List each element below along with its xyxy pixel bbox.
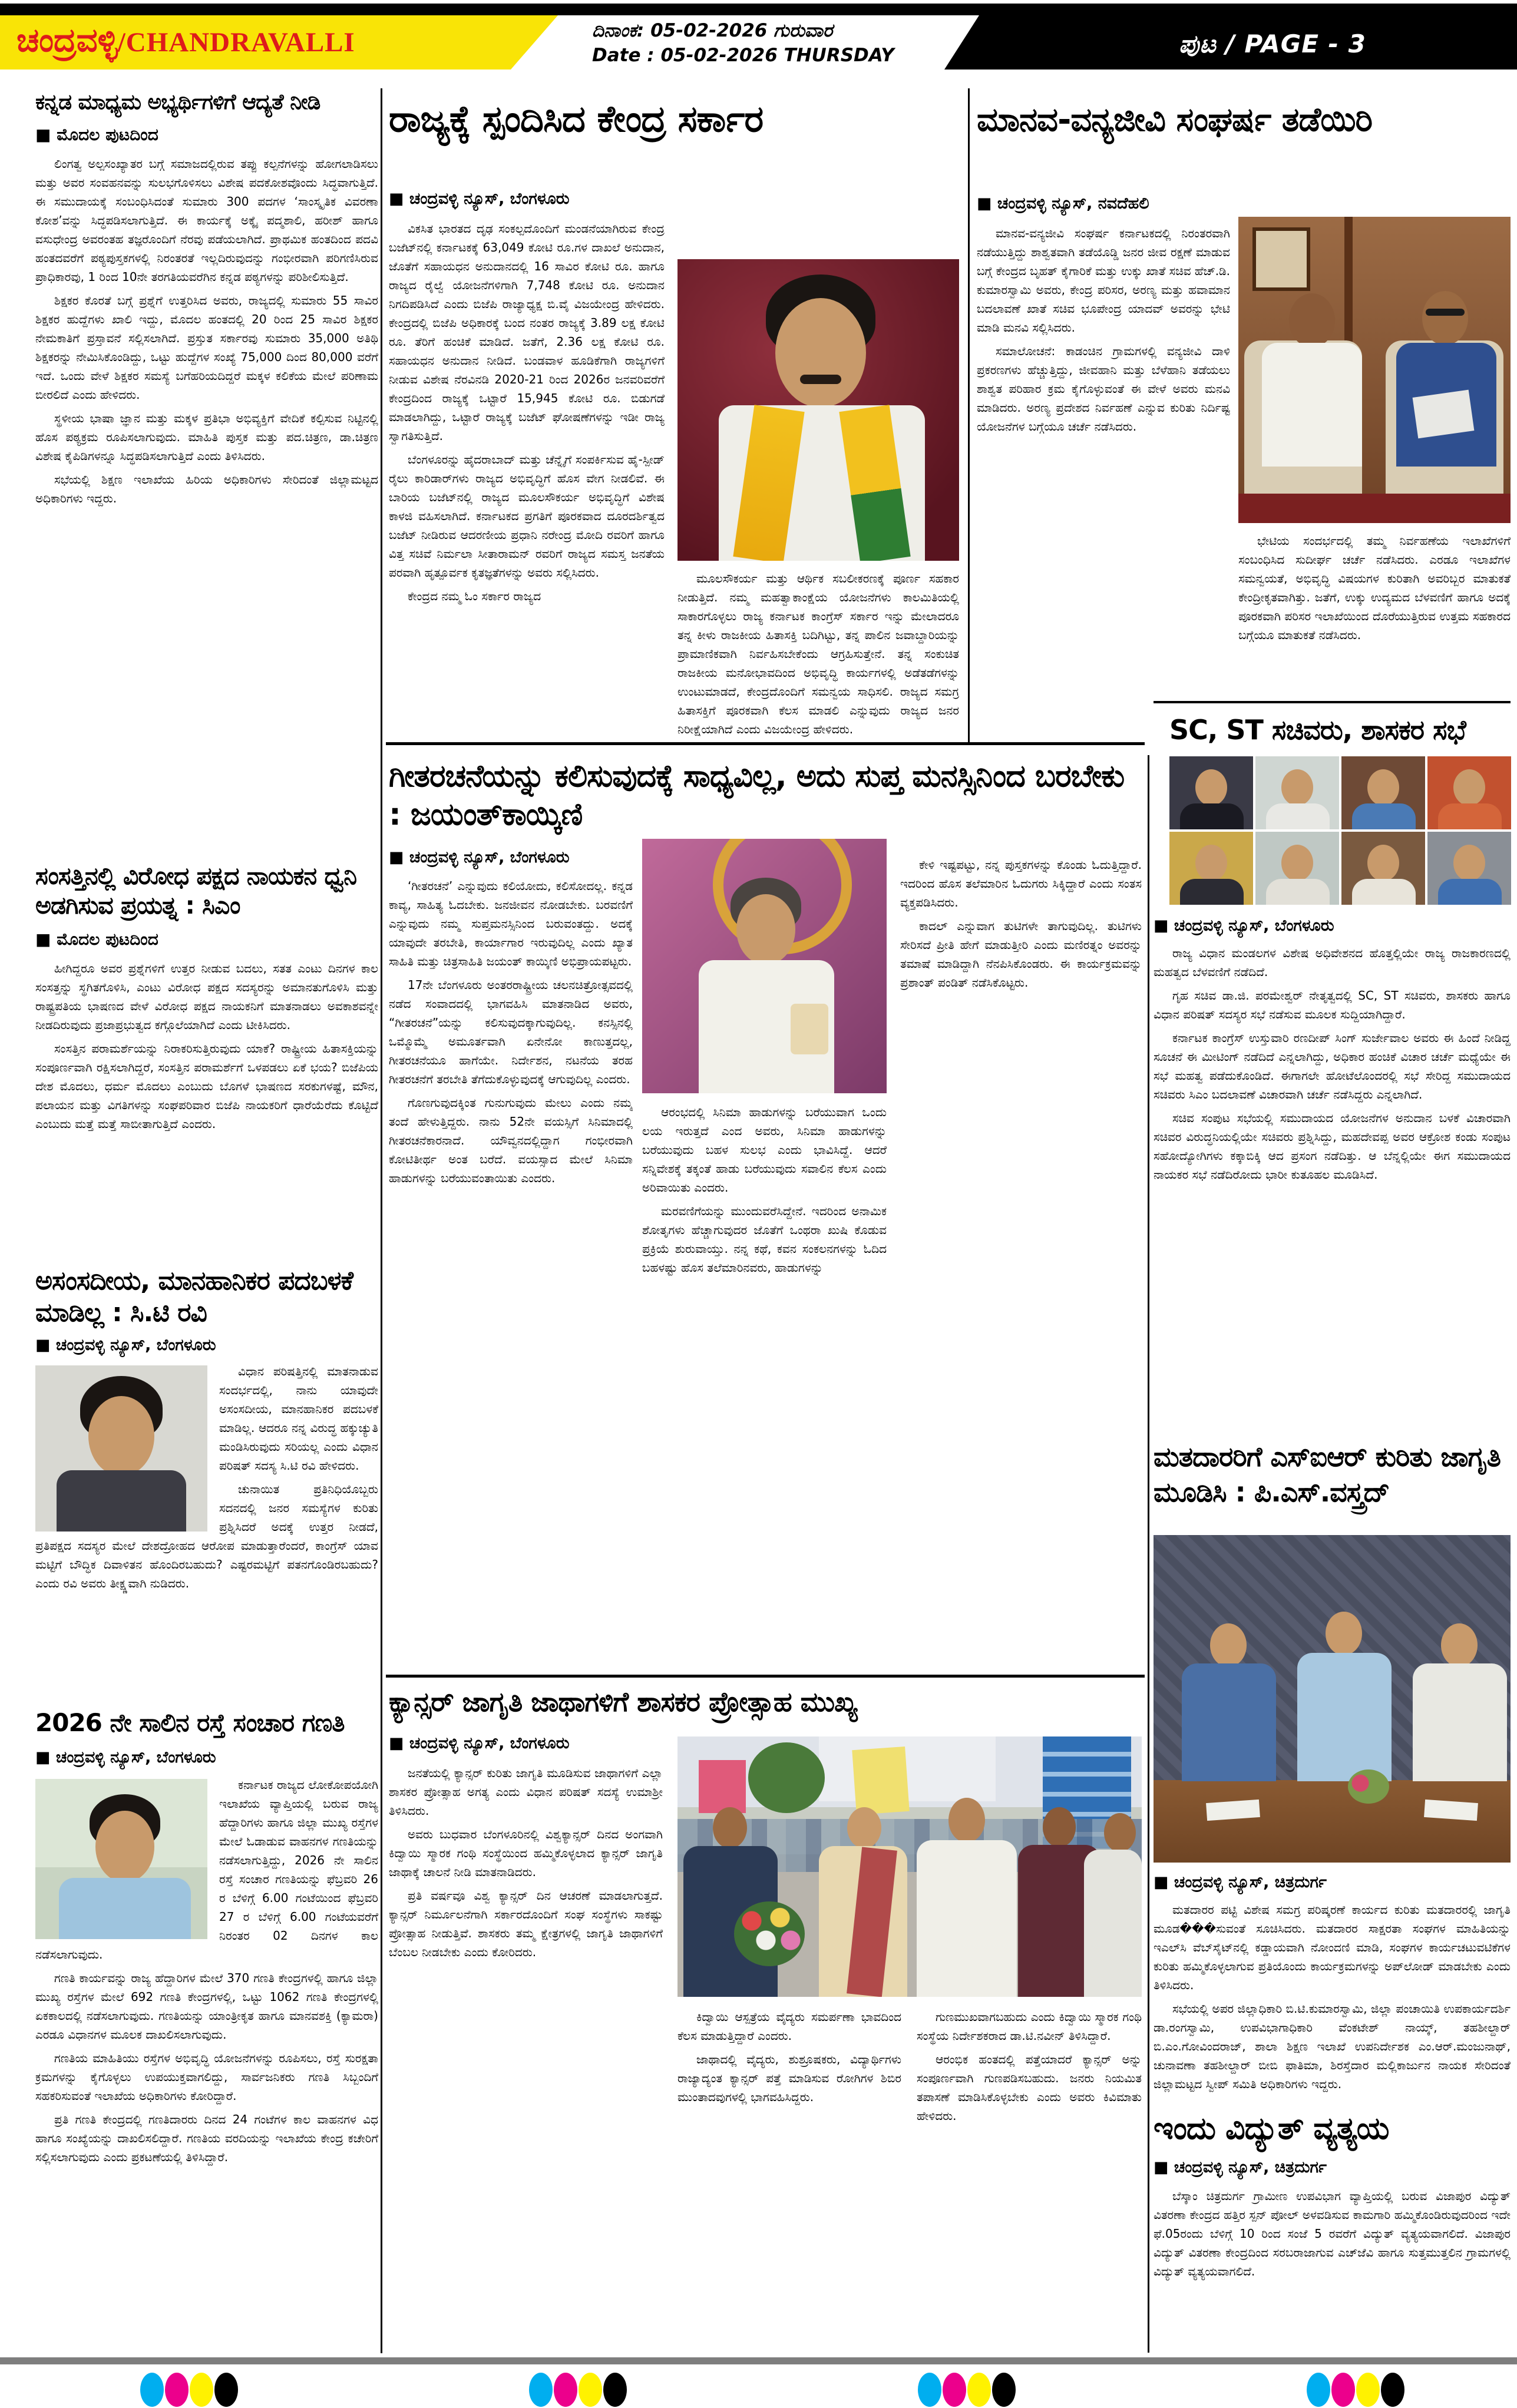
person-left-face — [1289, 293, 1335, 348]
section-rule-cancer — [386, 1675, 1145, 1678]
memento — [791, 1004, 828, 1054]
cyan-registration-dot — [1307, 2373, 1330, 2407]
paragraph: ಕೇಳಿ ಇಷ್ಟಪಟ್ಟು, ನನ್ನ ಪುಸ್ತಕಗಳನ್ನು ಕೊಂಡು ಓದುತ್ತಿದ್ದಾರೆ. ಇದರಿಂದ ಹೊಸ ತಲೆಮಾರಿನ ಓದುಗರು ಸಿಕ್ಕಿದ್ದಾರೆ ಎಂದು ಸಂತಸ ವ್ಯಕ್ತಪಡಿಸಿದರು. — [900, 858, 1142, 909]
photo-cancer-rally — [677, 1736, 1142, 1997]
body-cancer-col3 — [917, 2007, 1142, 2351]
meeting-table — [1154, 1780, 1511, 1863]
woman-saree-face — [847, 1807, 881, 1848]
body-central-col1 — [389, 219, 665, 741]
section-rule-jayanth — [386, 742, 1145, 745]
person-right-face — [1441, 1623, 1478, 1667]
column-divider-right-bottom — [1148, 755, 1149, 2353]
photo-sir-meeting — [1154, 1535, 1511, 1863]
body-sir — [1154, 1900, 1511, 2097]
woman-coat-face — [1104, 1813, 1136, 1852]
tree — [748, 1742, 825, 1813]
byline-sir: ■ ಚಂದ್ರವಳ್ಳಿ ನ್ಯೂಸ್, ಚಿತ್ರದುರ್ಗ — [1154, 1873, 1327, 1891]
byline-sc-st: ■ ಚಂದ್ರವಳ್ಳಿ ನ್ಯೂಸ್, ಬೆಂಗಳೂರು — [1154, 917, 1334, 935]
magenta-registration-dot — [1331, 2373, 1355, 2407]
paragraph: ರಾಜ್ಯ ವಿಧಾನ ಮಂಡಲಗಳ ವಿಶೇಷ ಅಧಿವೇಶನದ ಹೊತ್ತಲ್ಲಿಯೇ ರಾಜ್ಯ ರಾಜಕಾರಣದಲ್ಲಿ ಮಹತ್ವದ ಬೆಳವಣಿಗೆ ನಡೆದಿದೆ. — [1154, 946, 1511, 979]
headline-sc-st: SC, ST ಸಚಿವರು, ಶಾಸಕರ ಸಭೆ — [1169, 714, 1466, 746]
paragraph: ಲಿಂಗತ್ವ ಅಲ್ಪಸಂಖ್ಯಾತರ ಬಗ್ಗೆ ಸಮಾಜದಲ್ಲಿರುವ ತಪ್ಪು ಕಲ್ಪನೆಗಳನ್ನು ಹೋಗಲಾಡಿಸಲು ಮತ್ತು ಅವರ ಸಂವಹನವನ್ನು ಸುಲಭಗೊಳಿಸಲು ವಿಶೇಷ ಪದಕೋಶವೊಂದು ಸಿದ್ಧವಾಗುತ್ತಿದೆ. ಈ ಸಮುದಾಯಕ್ಕೆ ಸಂಬಂಧಿಸಿದಂತೆ ಸುಮಾರು 300 ಪದಗಳ ‘ಸಾಂಸ್ಕೃತಿಕ ವಿವರಣಾ ಕೋಶ’ವನ್ನು ಸಿದ್ಧಪಡಿಸಲಾಗುತ್ತಿದೆ. ಈ ಕಾರ್ಯಕ್ಕೆ ಅಕ್ಕೈ ಪದ್ಮಶಾಲಿ, ಹರೀಶ್ ಹಾಗೂ ವಸುಧೇಂದ್ರ ಅವರಂತಹ ತಜ್ಞರೊಂದಿಗೆ ನೆರವು ಪಡೆಯಲಾಗಿದೆ. ಪ್ರಾಥಮಿಕ ಹಂತದಿಂದ ಪದವಿ ಹಂತದವರೆಗೆ ಪಠ್ಯಪುಸ್ತಕಗಳಲ್ಲಿ ನಿರಂತರತೆ ಇಲ್ಲದಿರುವುದನ್ನು ಗಂಭೀರವಾಗಿ ಪರಿಗಣಿಸಿರುವ ಪ್ರಾಧಿಕಾರವು, 1 ರಿಂದ 10ನೇ ತರಗತಿಯವರೆಗಿನ ಕನ್ನಡ ಪಠ್ಯಗಳನ್ನು ಪರಿಶೀಲಿಸುತ್ತಿದೆ. — [35, 157, 378, 284]
body-jayanth-col2 — [642, 1103, 887, 1660]
portrait-photo — [1255, 832, 1339, 905]
footer-rule — [0, 2357, 1517, 2364]
byline-wildlife: ■ ಚಂದ್ರವಳ್ಳಿ ನ್ಯೂಸ್, ನವದೆಹಲಿ — [977, 194, 1149, 213]
portrait-photo — [1169, 832, 1253, 905]
body-road-census — [35, 1775, 378, 2353]
portrait-photo — [1341, 832, 1425, 905]
continuation-cm: ■ ಮೊದಲ ಪುಟದಿಂದ — [35, 930, 158, 949]
yellow-registration-dot — [967, 2373, 991, 2407]
paragraph: ಕರ್ನಾಟಕ ರಾಜ್ಯದ ಲೋಕೋಪಯೋಗಿ ಇಲಾಖೆಯ ವ್ಯಾಪ್ತಿಯಲ್ಲಿ ಬರುವ ರಾಜ್ಯ ಹೆದ್ದಾರಿಗಳು ಹಾಗೂ ಜಿಲ್ಲಾ ಮುಖ್ಯ ರಸ್ತೆಗಳ ಮೇಲೆ ಓಡಾಡುವ ವಾಹನಗಳ ಗಣತಿಯನ್ನು ನಡೆಸಲಾಗುತ್ತಿದ್ದು, 2026 ನೇ ಸಾಲಿನ ರಸ್ತೆ ಸಂಚಾರ ಗಣತಿಯನ್ನು ಫೆಬ್ರವರಿ 26 ರ ಬೆಳಿಗ್ಗೆ 6.00 ಗಂಟೆಯಿಂದ ಫೆಬ್ರವರಿ 27 ರ ಬೆಳಿಗ್ಗೆ 6.00 ಗಂಟೆಯವರೆಗೆ ನಿರಂತರ 02 ದಿನಗಳ ಕಾಲ ನಡೆಸಲಾಗುವುದು. — [35, 1778, 378, 1962]
paragraph: ಗೃಹ ಸಚಿವ ಡಾ.ಜಿ. ಪರಮೇಶ್ವರ್ ನೇತೃತ್ವದಲ್ಲಿ SC, ST ಸಚಿವರು, ಶಾಸಕರು ಹಾಗೂ ವಿಧಾನ ಪರಿಷತ್ ಸದಸ್ಯರ ಸಭೆ ನಡೆಸುವ ಮೂಲಕ ಸುದ್ದಿಯಾಗಿದ್ದಾರೆ. — [1154, 988, 1511, 1021]
flower-bouquet — [734, 1901, 805, 1966]
masthead-kannada: ಚಂದ್ರವಳ್ಳಿ — [16, 21, 118, 59]
cyan-registration-dot — [529, 2373, 553, 2407]
yellow-registration-dot — [1356, 2373, 1380, 2407]
person-right-face — [1422, 291, 1468, 345]
photo-ct-ravi — [35, 1365, 207, 1532]
paragraph: ಸಂಸತ್ತಿನ ಪರಾಮರ್ಶೆಯನ್ನು ನಿರಾಕರಿಸುತ್ತಿರುವುದು ಯಾಕೆ? ರಾಷ್ಟ್ರೀಯ ಹಿತಾಸಕ್ತಿಯನ್ನು ಸಂಪೂರ್ಣವಾಗಿ ರಕ್ಷಿಸಲಾಗಿದ್ದರೆ, ಸಂಸತ್ತಿನ ಪರಾಮರ್ಶೆಗೆ ಒಳಪಡಲು ಏಕೆ ಭಯ? ಬಿಜೆಪಿಯ ದೇಶ ಮೊದಲು, ಧರ್ಮ ಮೊದಲು ಎಂಬುದು ಬೊಗಳೆ ಭಾಷಣದ ಸರಕುಗಳಷ್ಟೆ, ಮೌನ, ಪಲಾಯನ ಮತ್ತು ವಿಗತಿಗಳನ್ನು ಸಂಘಪರಿವಾರ ಬಿಜೆಪಿ ನಾಯಕರಿಗೆ ಧಾರೆಯೆರೆದು ಕೊಟ್ಟಿದೆ ಎಂಬುದು ಮತ್ತೆ ಮತ್ತೆ ಸಾಬೀತಾಗುತ್ತಿದೆ ಎಂದರು. — [35, 1041, 378, 1131]
top-black-strip — [0, 4, 1517, 15]
date-english: Date : 05-02-2026 THURSDAY — [592, 44, 894, 66]
headline-kannada-medium: ಕನ್ನಡ ಮಾಧ್ಯಮ ಅಭ್ಯರ್ಥಿಗಳಿಗೆ ಆದ್ಯತೆ ನೀಡಿ — [35, 90, 320, 114]
paragraph: ಸಭೆಯಲ್ಲಿ ಅಪರ ಜಿಲ್ಲಾಧಿಕಾರಿ ಬಿ.ಟಿ.ಕುಮಾರಸ್ವಾಮಿ, ಜಿಲ್ಲಾ ಪಂಚಾಯಿತಿ ಉಪಕಾರ್ಯದರ್ಶಿ ಡಾ.ರಂಗಸ್ವಾಮಿ, ಉಪವಿಭಾಗಾಧಿಕಾರಿ ವೆಂಕಟೇಶ್ ನಾಯ್ಕ್, ತಹಶೀಲ್ದಾರ್ ಬಿ.ಎಂ.ಗೋವಿಂದರಾಜ್, ಶಾಲಾ ಶಿಕ್ಷಣ ಇಲಾಖೆ ಉಪನಿರ್ದೇಶಕ ಎಂ.ಆರ್.ಮಂಜುನಾಥ್, ಚುನಾವಣಾ ತಹಶೀಲ್ದಾರ್ ಬೀಬಿ ಫಾತಿಮಾ, ಶಿರಸ್ತೆದಾರ ಮಲ್ಲಿಕಾರ್ಜುನ ನಾಯಕ ಸೇರಿದಂತೆ ಜಿಲ್ಲಾಮಟ್ಟದ ಸ್ವೀಪ್ ಸಮಿತಿ ಅಧಿಕಾರಿಗಳು ಇದ್ದರು. — [1154, 2002, 1511, 2091]
paper-right — [1424, 1800, 1478, 1821]
body-central-col2 — [677, 569, 959, 741]
body-wildlife-col2 — [1238, 531, 1511, 695]
portrait-photo — [1169, 756, 1253, 829]
placard — [699, 1760, 746, 1813]
man-kurta-face — [948, 1798, 985, 1843]
headline-sir: ಮತದಾರರಿಗೆ ಎಸ್‌ಐಆರ್ ಕುರಿತು ಜಾಗೃತಿ ಮೂಡಿಸಿ : ಪಿ.ಎಸ್.ವಸ್ತ್ರದ್ — [1154, 1441, 1501, 1508]
man-suit-face — [713, 1807, 747, 1848]
person-left-face — [1210, 1623, 1247, 1667]
byline-central: ■ ಚಂದ್ರವಳ್ಳಿ ನ್ಯೂಸ್, ಬೆಂಗಳೂರು — [389, 190, 570, 208]
byline-ct-ravi: ■ ಚಂದ್ರವಳ್ಳಿ ನ್ಯೂಸ್, ಬೆಂಗಳೂರು — [35, 1336, 216, 1354]
magenta-registration-dot — [943, 2373, 966, 2407]
paragraph: ಮತದಾರರ ಪಟ್ಟಿ ವಿಶೇಷ ಸಮಗ್ರ ಪರಿಷ್ಕರಣೆ ಕಾರ್ಯದ ಕುರಿತು ಮತದಾರರಲ್ಲಿ ಜಾಗೃತಿ ಮೂಡ���ಸುವಂತೆ ಸೂಚಿಸಿದರು. ಮತದಾರರ ಸಾಕ್ಷರತಾ ಸಂಘಗಳ ಮಾಹಿತಿಯನ್ನು ಇಎಲ್‌ಸಿ ವೆಬ್‌ಸೈಟ್‌ನಲ್ಲಿ ಕಡ್ಡಾಯವಾಗಿ ನೋಂದಣಿ ಮಾಡಿ, ಸಂಘಗಳ ಕಾರ್ಯಚಟುವಟಿಕೆಗಳ ಕುರಿತು ಹಮ್ಮಿಕೊಳ್ಳಲಾಗುವ ಪ್ರತಿಯೊಂದು ಕಾರ್ಯಕ್ರಮಗಳನ್ನು ಅಪ್‌ಲೋಡ್ ಮಾಡಬೇಕು ಎಂದು ತಿಳಿಸಿದರು. — [1154, 1903, 1511, 1992]
headline-cancer: ಕ್ಯಾನ್ಸರ್ ಜಾಗೃತಿ ಜಾಥಾಗಳಿಗೆ ಶಾಸಕರ ಪ್ರೋತ್ಸಾಹ ಮುಖ್ಯ — [389, 1686, 857, 1718]
paragraph: ಗಣತಿ ಕಾರ್ಯವನ್ನು ರಾಜ್ಯ ಹೆದ್ದಾರಿಗಳ ಮೇಲೆ 370 ಗಣತಿ ಕೇಂದ್ರಗಳಲ್ಲಿ ಹಾಗೂ ಜಿಲ್ಲಾ ಮುಖ್ಯ ರಸ್ತೆಗಳ ಮೇಲೆ 692 ಗಣತಿ ಕೇಂದ್ರಗಳಲ್ಲಿ, ಒಟ್ಟು 1062 ಗಣತಿ ಕೇಂದ್ರಗಳಲ್ಲಿ ಏಕಕಾಲದಲ್ಲಿ ನಡೆಸಲಾಗುವುದು. ಗಣತಿಯನ್ನು ಯಾಂತ್ರೀಕೃತ ಹಾಗೂ ಮಾನವಶಕ್ತಿ (ಕ್ಯಾಮರಾ) ಎರಡೂ ವಿಧಾನಗಳ ಮೂಲಕ ದಾಖಲಿಸಲಾಗುವುದು. — [35, 1971, 378, 2042]
magenta-registration-dot — [554, 2373, 577, 2407]
date-kannada: ದಿನಾಂಕ: 05-02-2026 ಗುರುವಾರ — [592, 20, 833, 41]
paragraph: ಗಣತಿಯ ಮಾಹಿತಿಯು ರಸ್ತೆಗಳ ಅಭಿವೃದ್ಧಿ ಯೋಜನೆಗಳನ್ನು ರೂಪಿಸಲು, ರಸ್ತೆ ಸುರಕ್ಷತಾ ಕ್ರಮಗಳನ್ನು ಕೈಗೊಳ್ಳಲು ಉಪಯುಕ್ತವಾಗಲಿದ್ದು, ಸಾರ್ವಜನಿಕರು ಗಣತಿ ಸಿಬ್ಬಂದಿಗೆ ಸಹಕರಿಸುವಂತೆ ಇಲಾಖೆಯ ಅಧಿಕಾರಿಗಳು ಕೋರಿದ್ದಾರೆ. — [35, 2051, 378, 2103]
body-jayanth-col3 — [900, 855, 1142, 1660]
cyan-registration-dot — [918, 2373, 941, 2407]
body-cancer-col2 — [677, 2007, 901, 2351]
paragraph: ಸಭೆಯಲ್ಲಿ ಶಿಕ್ಷಣ ಇಲಾಖೆಯ ಹಿರಿಯ ಅಧಿಕಾರಿಗಳು ಸೇರಿದಂತೆ ಜಿಲ್ಲಾಮಟ್ಟದ ಅಧಿಕಾರಿಗಳು ಇದ್ದರು. — [35, 472, 378, 505]
photo-vijayendra — [677, 259, 959, 561]
portrait-photo — [1341, 756, 1425, 829]
black-registration-dot — [603, 2373, 627, 2407]
continuation-kannada-medium: ■ ಮೊದಲ ಪುಟದಿಂದ — [35, 125, 158, 144]
paragraph: ಸಮಾಲೋಚನೆ: ಕಾಡಂಚಿನ ಗ್ರಾಮಗಳಲ್ಲಿ ವನ್ಯಜೀವಿ ದಾಳಿ ಪ್ರಕರಣಗಳು ಹೆಚ್ಚುತ್ತಿದ್ದು, ಜೀವಹಾನಿ ಮತ್ತು ಬೆಳೆಹಾನಿ ತಡೆಯಲು ಶಾಶ್ವತ ಪರಿಹಾರ ಕ್ರಮ ಕೈಗೊಳ್ಳುವಂತೆ ಈ ವೇಳೆ ಅವರು ಮನವಿ ಮಾಡಿದರು. ಅರಣ್ಯ ಪ್ರದೇಶದ ನಿರ್ವಹಣೆ ಎನ್ನುವ ಕುರಿತು ನಿರ್ದಿಷ್ಟ ಯೋಜನೆಗಳ ಬಗ್ಗೆಯೂ ಚರ್ಚೆ ನಡೆಸಿದರು. — [977, 344, 1230, 434]
person-face — [775, 298, 866, 408]
person-center-face — [1326, 1612, 1362, 1655]
person-torso — [59, 1878, 191, 1939]
cyan-registration-dot — [140, 2373, 164, 2407]
man-kurta-torso — [917, 1840, 1017, 1997]
photo-ministers-meeting — [1238, 217, 1511, 523]
portrait-photo — [1427, 756, 1511, 829]
portrait-photo — [1427, 832, 1511, 905]
yellow-registration-dot — [579, 2373, 602, 2407]
byline-power: ■ ಚಂದ್ರವಳ್ಳಿ ನ್ಯೂಸ್, ಚಿತ್ರದುರ್ಗ — [1154, 2158, 1327, 2177]
paragraph: ಗುಣಮುಖವಾಗಬಹುದು ಎಂದು ಕಿದ್ವಾಯಿ ಸ್ಮಾರಕ ಗಂಥಿ ಸಂಸ್ಥೆಯ ನಿರ್ದೇಶಕರಾದ ಡಾ.ಟಿ.ನವೀನ್ ತಿಳಿಸಿದ್ದಾರೆ. — [917, 2010, 1142, 2043]
document-paper — [1413, 390, 1475, 439]
magenta-registration-dot — [165, 2373, 189, 2407]
carpet — [1238, 494, 1511, 523]
page-number-label: ಪುಟ / PAGE - 3 — [1179, 29, 1366, 58]
person-torso — [57, 1470, 186, 1532]
masthead — [16, 21, 547, 66]
person-face — [95, 1811, 154, 1883]
section-rule-scst — [1154, 701, 1511, 703]
byline-jayanth: ■ ಚಂದ್ರವಳ್ಳಿ ನ್ಯೂಸ್, ಬೆಂಗಳೂರು — [389, 848, 570, 866]
paragraph: ಚುನಾಯಿತ ಪ್ರತಿನಿಧಿಯೊಬ್ಬರು ಸದನದಲ್ಲಿ ಜನರ ಸಮಸ್ಯೆಗಳ ಕುರಿತು ಪ್ರಶ್ನಿಸಿದರೆ ಅದಕ್ಕೆ ಉತ್ತರ ನೀಡದೆ, ಪ್ರತಿಪಕ್ಷದ ಸದಸ್ಯರ ಮೇಲೆ ದೇಶದ್ರೋಹದ ಆರೋಪ ಮಾಡುತ್ತಾರೆಂದರೆ, ಕಾಂಗ್ರೆಸ್ ಯಾವ ಮಟ್ಟಿಗೆ ಬೌದ್ಧಿಕ ದಿವಾಳಿತನ ಹೊಂದಿರಬಹುದು? ಎಷ್ಟರಮಟ್ಟಿಗೆ ಪತನಗೊಂಡಿರಬಹುದು? ಎಂದು ರವಿ ಅವರು ತೀಕ್ಷ್ಣವಾಗಿ ನುಡಿದರು. — [35, 1482, 378, 1590]
body-sc-st — [1154, 944, 1511, 1430]
person-left-torso — [1262, 343, 1362, 467]
paragraph: ಸ್ಥಳೀಯ ಭಾಷಾ ಜ್ಞಾನ ಮತ್ತು ಮಕ್ಕಳ ಪ್ರತಿಭಾ ಅಭಿವ್ಯಕ್ತಿಗೆ ವೇದಿಕೆ ಕಲ್ಪಿಸುವ ನಿಟ್ಟಿನಲ್ಲಿ ಹೊಸ ಪಠ್ಯಕ್ರಮ ರೂಪಿಸಲಾಗುವುದು. ಮಾಹಿತಿ ಪುಸ್ತಕ ಮತ್ತು ಪದ.ಚಿತ್ರಣ, ಡಾ.ಚಿತ್ರಣ ವಿಶೇಷ ಕೈಪಿಡಿಗಳನ್ನೂ ಸಿದ್ಧಪಡಿಸಲಾಗುತ್ತಿದೆ ಎಂದು ತಿಳಿಸಿದರು. — [35, 411, 378, 463]
registration-marks — [140, 2373, 239, 2407]
body-cancer-col1 — [389, 1764, 663, 2353]
person-right-glasses — [1426, 309, 1465, 316]
paragraph: ಸಚಿವ ಸಂಪುಟ ಸಭೆಯಲ್ಲಿ ಸಮುದಾಯದ ಯೋಜನೆಗಳ ಅನುದಾನ ಬಳಕೆ ವಿಚಾರವಾಗಿ ಸಚಿವರ ವಿರುದ್ಧನಿಯಲ್ಲಿಯೇ ಸಚಿವರು ಪ್ರಶ್ನಿಸಿದ್ದು, ಮಹದೇವಪ್ಪ ಅವರ ಆಕ್ರೋಶ ಕಂಡು ಸಂಪುಟ ಸಹೋದ್ಯೋಗಿಗಳು ಕಕ್ಕಾಬಿಕ್ಕಿ ಆದ ಪ್ರಸಂಗ ನಡೆದಿತ್ತು. ಆ ಬೆನ್ನಲ್ಲಿಯೇ ಈಗ ಸಮುದಾಯದ ನಾಯಕರ ಸಭೆ ನಡೆದಿರೋದು ಭಾರೀ ಕುತೂಹಲ ಮೂಡಿಸಿದೆ. — [1154, 1111, 1511, 1182]
paragraph: ಮರವಣಿಗೆಯನ್ನು ಮುಂದುವರೆಸಿದ್ದೇನೆ. ಇದರಿಂದ ಅನಾಮಿಕ ಶೋತೃಗಳು ಹೆಚ್ಚಾಗುವುದರ ಜೊತೆಗೆ ಒಂಥರಾ ಖುಷಿ ಕೊಡುವ ಪ್ರಕ್ರಿಯೆ ಶುರುವಾಯ್ತು. ನನ್ನ ಕಥೆ, ಕವನ ಸಂಕಲನಗಳನ್ನು ಓದಿದ ಬಹಳಷ್ಟು ಹೊಸ ತಲೆಮಾರಿನವರು, ಹಾಡುಗಳನ್ನು — [642, 1204, 887, 1275]
person-face — [88, 1396, 154, 1476]
paragraph: ಆರಂಭದಲ್ಲಿ ಸಿನಿಮಾ ಹಾಡುಗಳನ್ನು ಬರೆಯುವಾಗ ಒಂದು ಲಯ ಇರುತ್ತದೆ ಎಂದ ಅವರು, ಸಿನಿಮಾ ಹಾಡುಗಳನ್ನು ಬರೆಯುವುದು ಬಹಳ ಸುಲಭ ಎಂದು ಭಾವಿಸಿದ್ದೆ. ಆದರೆ ಸನ್ನಿವೇಶಕ್ಕೆ ತಕ್ಕಂತೆ ಹಾಡು ಬರೆಯುವುದು ಸವಾಲಿನ ಕೆಲಸ ಎಂದು ಅರಿವಾಯಿತು ಎಂದರು. — [642, 1105, 887, 1195]
photo-road-official — [35, 1779, 207, 1939]
body-ct-ravi — [35, 1362, 378, 1672]
yellow-registration-dot — [190, 2373, 213, 2407]
paragraph: ಹೀಗಿದ್ದರೂ ಅವರ ಪ್ರಶ್ನೆಗಳಿಗೆ ಉತ್ತರ ನೀಡುವ ಬದಲು, ಸತತ ಎಂಟು ದಿನಗಳ ಕಾಲ ಸಂಸತ್ತನ್ನು ಸ್ಥಗಿತಗೊಳಿಸಿ, ಎಂಟು ವಿರೋಧ ಪಕ್ಷದ ಸದಸ್ಯರನ್ನು ಅಮಾನತುಗೊಳಿಸಿ ಮತ್ತು ರಾಷ್ಟ್ರಪತಿಯ ಭಾಷಣದ ವೇಳೆ ವಿರೋಧ ಪಕ್ಷದ ನಾಯಕನಿಗೆ ಮಾತನಾಡಲು ಅವಕಾಶವನ್ನೇ ನೀಡದಿರುವುದು ಪ್ರಜಾಪ್ರಭುತ್ವದ ಕಗ್ಗೊಲೆಯಾಗಿದೆ ಎಂದು ಟೀಕಿಸಿದರು. — [35, 961, 378, 1032]
flower-bouquet — [1348, 1769, 1389, 1804]
paragraph: ಮೂಲಸೌಕರ್ಯ ಮತ್ತು ಆರ್ಥಿಕ ಸಬಲೀಕರಣಕ್ಕೆ ಪೂರ್ಣ ಸಹಕಾರ ನೀಡುತ್ತಿದೆ. ನಮ್ಮ ಮಹತ್ವಾಕಾಂಕ್ಷೆಯ ಯೋಜನೆಗಳು ಕಾಲಮಿತಿಯಲ್ಲಿ ಸಾಕಾರಗೊಳ್ಳಲು ರಾಜ್ಯ ಕರ್ನಾಟಕ ಕಾಂಗ್ರೆಸ್ ಸರ್ಕಾರ ಇನ್ನು ಮೇಲಾದರೂ ತನ್ನ ಕೀಳು ರಾಜಕೀಯ ಹಿತಾಸಕ್ತಿ ಬದಿಗಿಟ್ಟು, ತನ್ನ ಪಾಲಿನ ಜವಾಬ್ದಾರಿಯನ್ನು ಪ್ರಾಮಾಣಿಕವಾಗಿ ನಿರ್ವಹಿಸಬೇಕೆಂದು ಆಗ್ರಹಿಸುತ್ತೇನೆ. ತನ್ನ ಸಂಕುಚಿತ ರಾಜಕೀಯ ಮನೋಭಾವದಿಂದ ಅಭಿವೃದ್ಧಿ ಕಾರ್ಯಗಳಲ್ಲಿ ಅಡೆತಡೆಗಳನ್ನು ಉಂಟುಮಾಡದೆ, ಕೇಂದ್ರದೊಂದಿಗೆ ಸಮನ್ವಯ ಸಾಧಿಸಲಿ. ರಾಜ್ಯದ ಸಮಗ್ರ ಹಿತಾಸಕ್ತಿಗೆ ಪೂರಕವಾಗಿ ಕೆಲಸ ಮಾಡಲಿ ಎನ್ನುವುದು ರಾಜ್ಯದ ಜನರ ನಿರೀಕ್ಷೆಯಾಗಿದೆ ಎಂದು ವಿಜಯೇಂದ್ರ ಹೇಳಿದರು. — [677, 571, 959, 736]
paragraph: ಶಿಕ್ಷಕರ ಕೊರತೆ ಬಗ್ಗೆ ಪ್ರಶ್ನೆಗೆ ಉತ್ತರಿಸಿದ ಅವರು, ರಾಜ್ಯದಲ್ಲಿ ಸುಮಾರು 55 ಸಾವಿರ ಶಿಕ್ಷಕರ ಹುದ್ದೆಗಳು ಖಾಲಿ ಇದ್ದು, ಮೊದಲ ಹಂತದಲ್ಲಿ 20 ರಿಂದ 25 ಸಾವಿರ ಶಿಕ್ಷಕರ ನೇಮಕಾತಿಗೆ ಪ್ರಸ್ತಾವನೆ ಸಲ್ಲಿಸಲಾಗಿದೆ. ಪ್ರಸ್ತುತ ಸರ್ಕಾರವು ಸುಮಾರು 35,000 ಅತಿಥಿ ಶಿಕ್ಷಕರನ್ನು ನೇಮಿಸಿಕೊಂಡಿದ್ದು, ಒಟ್ಟು ಹುದ್ದೆಗಳ ಸಂಖ್ಯೆ 75,000 ದಿಂದ 80,000 ವರೆಗೆ ಇದೆ. ಒಂದು ವೇಳೆ ಶಿಕ್ಷಕರ ಸಮಸ್ಯೆ ಬಗೆಹರಿಯದಿದ್ದರೆ ಮಕ್ಕಳ ಕಲಿಕೆಯ ಮೇಲೆ ಪರಿಣಾಮ ಬೀರಲಿದೆ ಎಂದು ಹೇಳಿದರು. — [35, 293, 378, 402]
headline-cm: ಸಂಸತ್ತಿನಲ್ಲಿ ವಿರೋಧ ಪಕ್ಷದ ನಾಯಕನ ಧ್ವನಿ ಅಡಗಿಸುವ ಪ್ರಯತ್ನ : ಸಿಎಂ — [35, 862, 357, 920]
paragraph: ಕೇಂದ್ರದ ನಮ್ಮ ಓಂ ಸರ್ಕಾರ ರಾಜ್ಯದ — [408, 589, 541, 603]
paragraph: ಕರ್ನಾಟಕ ಕಾಂಗ್ರೆಸ್ ಉಸ್ತುವಾರಿ ರಣದೀಪ್ ಸಿಂಗ್ ಸುರ್ಜೇವಾಲ ಅವರು ಈ ಹಿಂದೆ ನೀಡಿದ್ದ ಸೂಚನೆ ಈ ಮೀಟಿಂಗ್ ನಡೆದಿದೆ ಎನ್ನಲಾಗಿದ್ದು, ಅಧಿಕಾರ ಹಂಚಿಕೆ ವಿಚಾರ ಚರ್ಚೆ ಮಧ್ಯೆಯೇ ಈ ಸಭೆ ಮಹತ್ವ ಪಡೆದುಕೊಂಡಿದೆ. ಈಗಾಗಲೇ ಹೋಟೆಲೊಂದರಲ್ಲಿ ಸಭೆ ಸೇರಿದ್ದ ಸಮುದಾಯದ ಸಚಿವರು ಸಿಎಂ ಬದಲಾವಣೆ ವಿಚಾರವಾಗಿ ಚರ್ಚೆ ನಡೆಸಿದ್ದರು ಎನ್ನಲಾಗಿದೆ. — [1154, 1031, 1511, 1102]
headline-power: ಇಂದು ವಿದ್ಯುತ್ ವ್ಯತ್ಯಯ — [1154, 2111, 1389, 2146]
framed-picture — [1252, 227, 1310, 291]
paragraph: ಗೊಣಗುವುದಕ್ಕಿಂತ ಗುನುಗುವುದು ಮೇಲು ಎಂದು ನಮ್ಮ ತಂದೆ ಹೇಳುತ್ತಿದ್ದರು. ನಾನು 52ನೇ ವಯಸ್ಸಿಗೆ ಸಿನಿಮಾದಲ್ಲಿ ಗೀತರಚನೆಕಾರನಾದೆ. ಯೌವ್ವನದಲ್ಲಿದ್ದಾಗ ಗಂಭೀರವಾಗಿ ಕೋಟಿತೀರ್ಥ ಅಂತ ಬರೆದೆ. ವಯಸ್ಸಾದ ಮೇಲೆ ಸಿನಿಮಾ ಹಾಡುಗಳನ್ನು ಬರೆಯುವಂತಾಯಿತು ಎಂದರು. — [389, 1096, 633, 1185]
paragraph: ಜಾಥಾದಲ್ಲಿ ವೈದ್ಯರು, ಶುಶ್ರೂಷಕರು, ವಿದ್ಯಾರ್ಥಿಗಳು ರಾಜ್ಯಾದ್ಯಂತ ಕ್ಯಾನ್ಸರ್ ಪತ್ತೆ ಮಾಡಿಸುವ ರೋಗಿಗಳ ಶಿಬಿರ ಮುಂತಾದವುಗಳಲ್ಲಿ ಭಾಗವಹಿಸಿದ್ದರು. — [677, 2052, 901, 2104]
byline-road-census: ■ ಚಂದ್ರವಳ್ಳಿ ನ್ಯೂಸ್, ಬೆಂಗಳೂರು — [35, 1748, 216, 1767]
placard — [852, 1747, 909, 1815]
person-moustache — [800, 375, 841, 384]
black-registration-dot — [992, 2373, 1016, 2407]
column-divider-left — [381, 88, 382, 2353]
paragraph: 17ನೇ ಬೆಂಗಳೂರು ಅಂತರರಾಷ್ಟ್ರೀಯ ಚಲನಚಿತ್ರೋತ್ಸವದಲ್ಲಿ ನಡೆದ ಸಂವಾದದಲ್ಲಿ ಭಾಗವಹಿಸಿ ಮಾತನಾಡಿದ ಅವರು, “ಗೀತರಚನೆ”ಯನ್ನು ಕಲಿಸುವುದಕ್ಕಾಗುವುದಿಲ್ಲ. ಕನಸ್ಸಿನಲ್ಲಿ ಒಮ್ಮೊಮ್ಮೆ ಅಮೂರ್ತವಾಗಿ ಏನೇನೋ ಕಾಣುತ್ತದಲ್ಲ, ಗೀತರಚನೆಯೂ ಹಾಗೆಯೇ. ನಿರ್ದೇಶನ, ನಟನೆಯ ತರಹ ಗೀತರಚನೆಗೆ ತರಬೇತಿ ತೆಗೆದುಕೊಳ್ಳುವುದಕ್ಕೆ ಆಗುವುದಿಲ್ಲ ಎಂದರು. — [389, 978, 633, 1086]
paragraph: ವಿಕಸಿತ ಭಾರತದ ದೃಢ ಸಂಕಲ್ಪದೊಂದಿಗೆ ಮಂಡನೆಯಾಗಿರುವ ಕೇಂದ್ರ ಬಜೆಟ್‌ನಲ್ಲಿ ಕರ್ನಾಟಕಕ್ಕೆ 63,049 ಕೋಟಿ ರೂ.ಗಳ ದಾಖಲೆ ಅನುದಾನ, ಜೊತೆಗೆ ಸಹಾಯಧನ ಅನುದಾನದಲ್ಲಿ 16 ಸಾವಿರ ಕೋಟಿ ರೂ. ಹಾಗೂ ರಾಜ್ಯದ ರೈಲ್ವೆ ಯೋಜನೆಗಳಿಗಾಗಿ 7,748 ಕೋಟಿ ರೂ. ಅನುದಾನ ನಿಗದಿಪಡಿಸಿದೆ ಎಂದು ಬಿಜೆಪಿ ರಾಜ್ಯಾಧ್ಯಕ್ಷ ಬಿ.ವೈ ವಿಜಯೇಂದ್ರ ಹೇಳಿದರು. ಕೇಂದ್ರದಲ್ಲಿ ಬಿಜೆಪಿ ಅಧಿಕಾರಕ್ಕೆ ಬಂದ ನಂತರ ರಾಜ್ಯಕ್ಕೆ 3.89 ಲಕ್ಷ ಕೋಟಿ ರೂ. ತೆರಿಗೆ ಹಂಚಿಕೆ ಮಾಡಿದೆ. ಜತೆಗೆ, 2.36 ಲಕ್ಷ ಕೋಟಿ ರೂ. ಸಹಾಯಧನ ಅನುದಾನ ನೀಡಿದೆ. ಬಂಡವಾಳ ಹೂಡಿಕೆಗಾಗಿ ರಾಜ್ಯಗಳಿಗೆ ನೀಡುವ ವಿಶೇಷ ನೆರವಿನಡಿ 2020-21 ರಿಂದ 2026ರ ಜನವರಿವರೆಗೆ ಕೇಂದ್ರದಿಂದ ರಾಜ್ಯಕ್ಕೆ ಒಟ್ಟಾರೆ 15,945 ಕೋಟಿ ರೂ. ಬಿಡುಗಡೆ ಮಾಡಲಾಗಿದ್ದು, ಒಟ್ಟಾರೆ ರಾಜ್ಯಕ್ಕೆ ಬಜೆಟ್ ಘೋಷಣೆಗಳನ್ನು ಇಡೀ ರಾಜ್ಯ ಸ್ವಾಗತಿಸುತ್ತಿದೆ. — [389, 221, 665, 443]
person-right-torso — [1413, 1663, 1507, 1781]
photo-grid-sc-st-leaders — [1169, 756, 1511, 905]
photo-jayanth-kaikini — [642, 839, 887, 1093]
paper-left — [1206, 1800, 1260, 1821]
paragraph: ಆರಂಭಿಕ ಹಂತದಲ್ಲಿ ಪತ್ತೆಯಾದರೆ ಕ್ಯಾನ್ಸರ್ ಅನ್ನು ಸಂಪೂರ್ಣವಾಗಿ ಗುಣಪಡಿಸಬಹುದು. ಜನರು ನಿಯಮಿತ ತಪಾಸಣೆ ಮಾಡಿಸಿಕೊಳ್ಳಬೇಕು ಎಂದು ಅವರು ಕಿವಿಮಾತು ಹೇಳಿದರು. — [917, 2052, 1142, 2123]
paragraph: ಕಿದ್ವಾಯಿ ಆಸ್ಪತ್ರೆಯ ವೈದ್ಯರು ಸಮರ್ಪಣಾ ಭಾವದಿಂದ ಕೆಲಸ ಮಾಡುತ್ತಿದ್ದಾರೆ ಎಂದರು. — [677, 2010, 901, 2043]
registration-marks — [918, 2373, 1017, 2407]
paragraph: ಕಾದಲ್ ಎನ್ನುವಾಗ ತುಟಿಗಳೇ ತಾಗುವುದಿಲ್ಲ. ತುಟಿಗಳು ಸೇರಿಸದೆ ಪ್ರೀತಿ ಹೇಗೆ ಮಾಡುತ್ತೀರಿ ಎಂದು ಮಣಿರತ್ನಂ ಅವರನ್ನು ತಮಾಷೆ ಮಾಡಿದ್ದಾಗಿ ನೆನಪಿಸಿಕೊಂಡರು. ಈ ಕಾರ್ಯಕ್ರಮವನ್ನು ಪ್ರಶಾಂತ್ ಪಂಡಿತ್ ನಡೆಸಿಕೊಟ್ಟರು. — [900, 919, 1142, 990]
body-cm — [35, 959, 378, 1258]
paragraph: ಅವರು ಬುಧವಾರ ಬೆಂಗಳೂರಿನಲ್ಲಿ ವಿಶ್ವಕ್ಯಾನ್ಸರ್ ದಿನದ ಅಂಗವಾಗಿ ಕಿದ್ವಾಯಿ ಸ್ಮಾರಕ ಗಂಥಿ ಸಂಸ್ಥೆಯಿಂದ ಹಮ್ಮಿಕೊಳ್ಳಲಾದ ಕ್ಯಾನ್ಸರ್ ಜಾಗೃತಿ ಜಾಥಾಕ್ಕೆ ಚಾಲನೆ ನೀಡಿ ಮಾತನಾಡಿದರು. — [389, 1827, 663, 1879]
masthead-english: /CHANDRAVALLI — [117, 27, 355, 58]
registration-marks — [529, 2373, 628, 2407]
paragraph: ಬೆಸ್ಕಾಂ ಚಿತ್ರದುರ್ಗ ಗ್ರಾಮೀಣ ಉಪವಿಭಾಗ ವ್ಯಾಪ್ತಿಯಲ್ಲಿ ಬರುವ ವಿಜಾಪುರ ವಿದ್ಯುತ್ ವಿತರಣಾ ಕೇಂದ್ರದ ಹತ್ತಿರ ಸ್ಪನ್ ಪೋಲ್ ಅಳವಡಿಸುವ ಕಾಮಗಾರಿ ಹಮ್ಮಿಕೊಂಡಿರುವುದರಿಂದ ಇದೇ ಫೆ.05ರಂದು ಬೆಳಿಗ್ಗೆ 10 ರಿಂದ ಸಂಜೆ 5 ರವರೆಗೆ ವಿದ್ಯುತ್ ವ್ಯತ್ಯಯವಾಗಲಿದೆ. ವಿಜಾಪುರ ವಿದ್ಯುತ್ ವಿತರಣಾ ಕೇಂದ್ರದಿಂದ ಸರಬರಾಜಾಗುವ ಎಚ್‌ಜೆವಿ ಹಾಗೂ ಸುತ್ತಮುತ್ತಲಿನ ಗ್ರಾಮಗಳಲ್ಲಿ ವಿದ್ಯುತ್ ವ್ಯತ್ಯಯವಾಗಲಿದೆ. — [1154, 2189, 1511, 2278]
body-jayanth-col1 — [389, 876, 633, 1660]
date-block — [592, 19, 934, 68]
headline-central: ರಾಜ್ಯಕ್ಕೆ ಸ್ಪಂದಿಸಿದ ಕೇಂದ್ರ ಸರ್ಕಾರ — [389, 97, 764, 140]
paragraph: ಪ್ರತಿ ಗಣತಿ ಕೇಂದ್ರದಲ್ಲಿ ಗಣತಿದಾರರು ದಿನದ 24 ಗಂಟೆಗಳ ಕಾಲ ವಾಹನಗಳ ವಿಧ ಹಾಗೂ ಸಂಖ್ಯೆಯನ್ನು ದಾಖಲಿಸಲಿದ್ದಾರೆ. ಗಣತಿಯ ವರದಿಯನ್ನು ಇಲಾಖೆಯ ಕೇಂದ್ರ ಕಚೇರಿಗೆ ಸಲ್ಲಿಸಲಾಗುವುದು ಎಂದು ಪ್ರಕಟಣೆಯಲ್ಲಿ ತಿಳಿಸಿದ್ದಾರೆ. — [35, 2112, 378, 2164]
headline-jayanth: ಗೀತರಚನೆಯನ್ನು ಕಲಿಸುವುದಕ್ಕೆ ಸಾಧ್ಯವಿಲ್ಲ, ಅದು ಸುಪ್ತ ಮನಸ್ಸಿನಿಂದ ಬರಬೇಕು : ಜಯಂತ್‌ಕಾಯ್ಕಿಣಿ — [389, 759, 1125, 832]
body-kannada-medium — [35, 154, 378, 842]
headline-road-census: 2026 ನೇ ಸಾಲಿನ ರಸ್ತೆ ಸಂಚಾರ ಗಣತಿ — [35, 1708, 345, 1737]
headline-ct-ravi: ಅಸಂಸದೀಯ, ಮಾನಹಾನಿಕರ ಪದಬಳಕೆ ಮಾಡಿಲ್ಲ : ಸಿ.ಟಿ ರವಿ — [35, 1266, 353, 1328]
paragraph: ವಿಧಾನ ಪರಿಷತ್ತಿನಲ್ಲಿ ಮಾತನಾಡುವ ಸಂದರ್ಭದಲ್ಲಿ, ನಾನು ಯಾವುದೇ ಅಸಂಸದೀಯ, ಮಾನಹಾನಿಕರ ಪದಬಳಕೆ ಮಾಡಿಲ್ಲ. ಆದರೂ ನನ್ನ ವಿರುದ್ಧ ಹಕ್ಕುಚ್ಯುತಿ ಮಂಡಿಸಿರುವುದು ಸರಿಯಲ್ಲ ಎಂದು ವಿಧಾನ ಪರಿಷತ್ ಸದಸ್ಯ ಸಿ.ಟಿ ರವಿ ಹೇಳಿದರು. — [219, 1364, 378, 1473]
paragraph: ಮಾನವ-ವನ್ಯಜೀವಿ ಸಂಘರ್ಷ ಕರ್ನಾಟಕದಲ್ಲಿ ನಿರಂತರವಾಗಿ ನಡೆಯುತ್ತಿದ್ದು ಶಾಶ್ವತವಾಗಿ ತಡೆಯೊಡ್ಡಿ ಜನರ ಜೀವ ರಕ್ಷಣೆ ಮಾಡುವ ಬಗ್ಗೆ ಕೇಂದ್ರದ ಬೃಹತ್ ಕೈಗಾರಿಕೆ ಮತ್ತು ಉಕ್ಕು ಖಾತೆ ಸಚಿವ ಹೆಚ್.ಡಿ. ಕುಮಾರಸ್ವಾಮಿ ಅವರು, ಕೇಂದ್ರ ಪರಿಸರ, ಅರಣ್ಯ ಮತ್ತು ಹವಾಮಾನ ಬದಲಾವಣೆ ಖಾತೆ ಸಚಿವ ಭೂಪೇಂದ್ರ ಯಾದವ್ ಅವರನ್ನು ಭೇಟಿ ಮಾಡಿ ಮನವಿ ಸಲ್ಲಿಸಿದರು. — [977, 226, 1230, 335]
headline-wildlife: ಮಾನವ-ವನ್ಯಜೀವಿ ಸಂಘರ್ಷ ತಡೆಯಿರಿ — [977, 101, 1373, 139]
paragraph: ‘ಗೀತರಚನೆ’ ಎನ್ನುವುದು ಕಲಿಯೋದು, ಕಲಿಸೋದಲ್ಲ. ಕನ್ನಡ ಕಾವ್ಯ, ಸಾಹಿತ್ಯ ಓದಬೇಕು. ಜನಜೀವನ ನೋಡಬೇಕು. ಬರವಣಿಗೆ ಎನ್ನುವುದು ನಮ್ಮ ಸುಪ್ತಮನಸ್ಸಿನಿಂದ ಬರುವಂತದ್ದು. ಅದಕ್ಕೆ ಯಾವುದೇ ತರಬೇತಿ, ಕಾರ್ಯಾಗಾರ ಇರುವುದಿಲ್ಲ ಎಂದು ಖ್ಯಾತ ಸಾಹಿತಿ ಮತ್ತು ಚಿತ್ರಸಾಹಿತಿ ಜಯಂತ್ ಕಾಯ್ಕಿಣಿ ಅಭಿಪ್ರಾಯಪಟ್ಟರು. — [389, 879, 633, 968]
man-maroon-face — [1043, 1807, 1076, 1847]
body-wildlife-col1 — [977, 224, 1230, 684]
woman-coat-torso — [1084, 1850, 1142, 1997]
paragraph: ಭೇಟಿಯ ಸಂದರ್ಭದಲ್ಲಿ ತಮ್ಮ ನಿರ್ವಹಣೆಯ ಇಲಾಖೆಗಳಿಗೆ ಸಂಬಂಧಿಸಿದ ಸುದೀರ್ಘ ಚರ್ಚೆ ನಡೆಸಿದರು. ಎರಡೂ ಇಲಾಖೆಗಳ ಸಮನ್ವಯತೆ, ಅಭಿವೃದ್ಧಿ ವಿಷಯಗಳ ಕುರಿತಾಗಿ ಅವರಿಬ್ಬರ ಮಾತುಕತೆ ಕೇಂದ್ರೀಕೃತವಾಗಿತ್ತು. ಜತೆಗೆ, ಉಕ್ಕು ಉದ್ಯಮದ ಬೆಳವಣಿಗೆ ಹಾಗೂ ಅದಕ್ಕೆ ಪೂರಕವಾಗಿ ಪರಿಸರ ಇಲಾಖೆಯಿಂದ ದೊರೆಯುತ್ತಿರುವ ಉತ್ತಮ ಸಹಕಾರದ ಬಗ್ಗೆಯೂ ಮಾತುಕತೆ ನಡೆಸಿದರು. — [1238, 534, 1511, 642]
body-power — [1154, 2187, 1511, 2353]
portrait-photo — [1255, 756, 1339, 829]
column-divider-right-top — [968, 88, 970, 742]
person-left-torso — [1182, 1663, 1276, 1781]
person-center-torso — [1297, 1653, 1392, 1781]
person-face — [736, 894, 795, 965]
registration-marks — [1307, 2373, 1406, 2407]
paragraph: ಜನತೆಯಲ್ಲಿ ಕ್ಯಾನ್ಸರ್ ಕುರಿತು ಜಾಗೃತಿ ಮೂಡಿಸುವ ಜಾಥಾಗಳಿಗೆ ಎಲ್ಲಾ ಶಾಸಕರ ಪ್ರೋತ್ಸಾಹ ಅಗತ್ಯ ಎಂದು ವಿಧಾನ ಪರಿಷತ್ ಸದಸ್ಯೆ ಉಮಾಶ್ರೀ ತಿಳಿಸಿದರು. — [389, 1766, 663, 1818]
black-registration-dot — [1381, 2373, 1404, 2407]
paragraph: ಪ್ರತಿ ವರ್ಷವೂ ವಿಶ್ವ ಕ್ಯಾನ್ಸರ್ ದಿನ ಆಚರಣೆ ಮಾಡಲಾಗುತ್ತದೆ. ಕ್ಯಾನ್ಸರ್ ನಿರ್ಮೂಲನೆಗಾಗಿ ಸರ್ಕಾರದೊಂದಿಗೆ ಸಂಘ ಸಂಸ್ಥೆಗಳು ಸಾಕಷ್ಟು ಪ್ರೋತ್ಸಾಹ ನೀಡುತ್ತಿವೆ. ಶಾಸಕರು ತಮ್ಮ ಕ್ಷೇತ್ರಗಳಲ್ಲಿ ಜಾಗೃತಿ ಜಾಥಾಗಳಿಗೆ ಬೆಂಬಲ ನೀಡಬೇಕು ಎಂದು ಕೋರಿದರು. — [389, 1888, 663, 1959]
black-registration-dot — [214, 2373, 238, 2407]
byline-cancer: ■ ಚಂದ್ರವಳ್ಳಿ ನ್ಯೂಸ್, ಬೆಂಗಳೂರು — [389, 1734, 570, 1752]
paragraph: ಬೆಂಗಳೂರನ್ನು ಹೈದರಾಬಾದ್ ಮತ್ತು ಚೆನ್ನೈಗೆ ಸಂಪರ್ಕಿಸುವ ಹೈ-ಸ್ಪೀಡ್ ರೈಲು ಕಾರಿಡಾರ್‌ಗಳು ರಾಜ್ಯದ ಅಭಿವೃದ್ಧಿಗೆ ಹೊಸ ವೇಗ ನೀಡಲಿವೆ. ಈ ಬಾರಿಯ ಬಜೆಟ್‌ನಲ್ಲಿ ರಾಜ್ಯದ ಮೂಲಸೌಕರ್ಯ ಅಭಿವೃದ್ಧಿಗೆ ವಿಶೇಷ ಕಾಳಜಿ ವಹಿಸಲಾಗಿದೆ. ಕರ್ನಾಟಕದ ಪ್ರಗತಿಗೆ ಪೂರಕವಾದ ದೂರದರ್ಶಿತ್ವದ ಬಜೆಟ್ ನೀಡಿರುವ ಆದರಣೀಯ ಪ್ರಧಾನಿ ನರೇಂದ್ರ ಮೋದಿ ರವರಿಗೆ ಹಾಗೂ ವಿತ್ತ ಸಚಿವೆ ನಿರ್ಮಲಾ ಸೀತಾರಾಮನ್ ರವರಿಗೆ ರಾಜ್ಯದ ಸಮಸ್ತ ಜನತೆಯ ಪರವಾಗಿ ಹೃತ್ಪೂರ್ವಕ ಕೃತಜ್ಞತೆಗಳನ್ನು ಅವರು ಸಲ್ಲಿಸಿದರು. — [389, 452, 665, 580]
